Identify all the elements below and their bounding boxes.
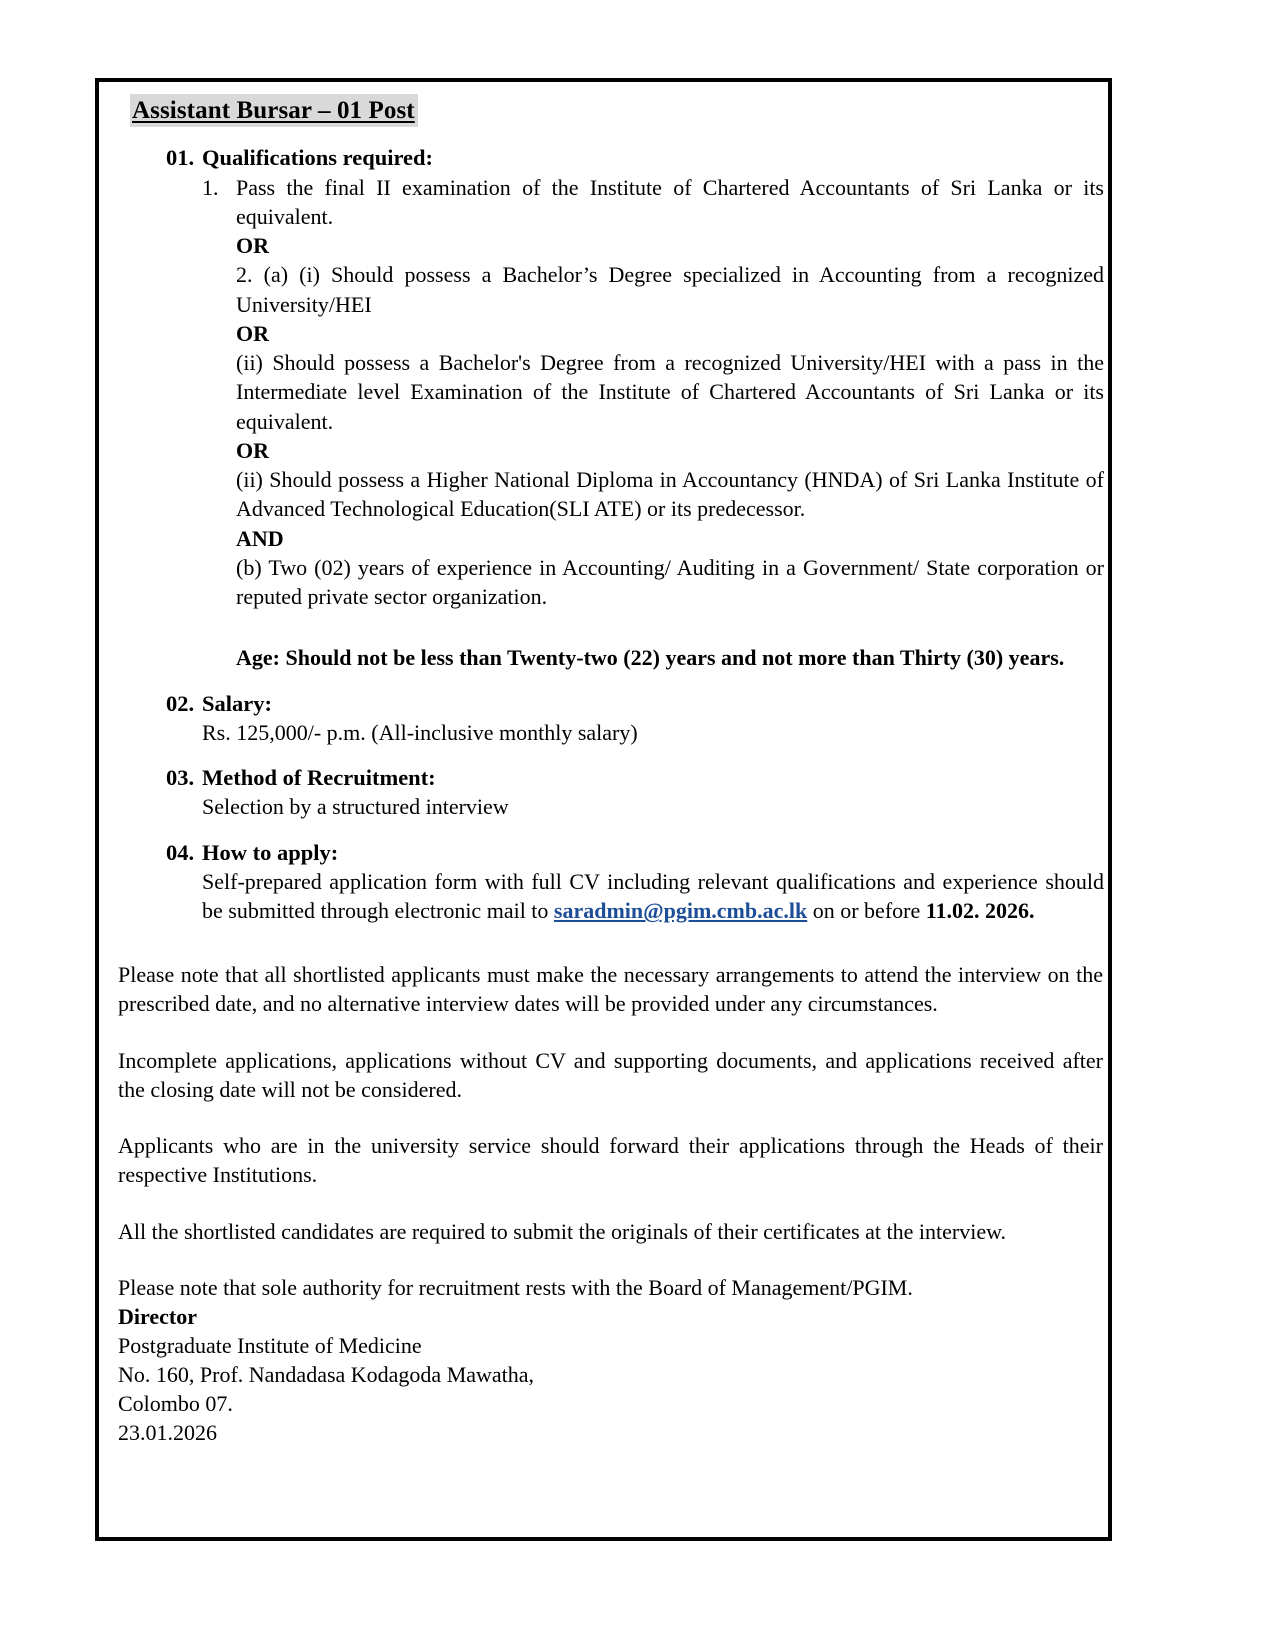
list-marker: 1. [202, 174, 219, 200]
qualification-item-2a-i: 2. (a) (i) Should possess a Bachelor’s Degree specialized in Accounting from a recognized University/HEI [236, 262, 1104, 317]
section-number: 01. [166, 145, 195, 171]
note-paragraph-3: Applicants who are in the university service should forward their applications through the Heads of their respective Institutions. [118, 1133, 1103, 1188]
section-how-to-apply [114, 838, 1104, 927]
section-method-of-recruitment [114, 763, 1104, 822]
section-title: Method of Recruitment: [202, 765, 436, 790]
how-to-apply-body [166, 867, 1104, 926]
signature-address-line-2: Colombo 07. [118, 1391, 233, 1417]
conjunction-and-1: AND [236, 525, 284, 551]
conjunction-or-2: OR [236, 320, 269, 346]
application-deadline: 11.02. 2026. [925, 898, 1035, 924]
conjunction-or-1: OR [236, 233, 269, 258]
section-heading-salary [166, 689, 1104, 718]
qualification-item-1-text: Pass the final II examination of the Institute of Chartered Accountants of Sri Lanka or its equivalent. [236, 174, 1104, 229]
section-title: How to apply: [202, 839, 339, 865]
signature-block [114, 1302, 1104, 1447]
section-heading-qualifications [166, 143, 1104, 172]
age-requirement: Age: Should not be less than Twenty-two (22) years and not more than Thirty (30) years. [236, 645, 1065, 671]
section-number: 04. [166, 839, 195, 865]
section-qualifications [114, 143, 1104, 672]
note-paragraph-4: All the shortlisted candidates are required to submit the originals of their certificates at the interview. [118, 1218, 1007, 1244]
qualification-item-2a-ii: (ii) Should possess a Bachelor's Degree from a recognized University/HEI with a pass in the Intermediate level Examination of the Institute of Chartered Accountants of Sri Lanka or its equivalent. [236, 350, 1104, 434]
note-paragraph-5: Please note that sole authority for recruitment rests with the Board of Management/PGIM. [118, 1274, 913, 1300]
signature-role: Director [118, 1304, 197, 1330]
application-email-link[interactable]: saradmin@pgim.cmb.ac.lk [553, 898, 808, 924]
section-salary [114, 689, 1104, 748]
qualification-item-2a-iii: (ii) Should possess a Higher National Diploma in Accountancy (HNDA) of Sri Lanka Institute of Advanced Technological Education(SLI ATE) or its predecessor. [236, 467, 1104, 522]
signature-address-line-1: No. 160, Prof. Nandadasa Kodagoda Mawatha, [118, 1362, 535, 1388]
salary-value: Rs. 125,000/- p.m. (All-inclusive monthly salary) [202, 719, 638, 745]
signature-institute: Postgraduate Institute of Medicine [118, 1333, 422, 1359]
qualification-item-1 [166, 173, 1104, 232]
apply-text-after-email: on or before [807, 898, 926, 924]
section-heading-method [166, 763, 1104, 792]
qualification-item-2b: (b) Two (02) years of experience in Accounting/ Auditing in a Government/ State corporation or reputed private sector organization. [236, 554, 1104, 609]
note-paragraph-2: Incomplete applications, applications without CV and supporting documents, and applications received after the closing date will not be considered. [118, 1047, 1103, 1102]
method-value: Selection by a structured interview [202, 794, 509, 820]
document-content [114, 82, 1104, 1447]
section-heading-how-to-apply [166, 838, 1104, 867]
section-number: 02. [166, 690, 195, 716]
note-paragraph-1: Please note that all shortlisted applicants must make the necessary arrangements to attend the interview on the prescribed date, and no alternative interview dates will be provided under any circumstances. [118, 962, 1103, 1017]
section-title: Salary: [202, 690, 272, 716]
section-title: Qualifications required: [202, 145, 434, 171]
page-title: Assistant Bursar – 01 Post [130, 94, 418, 127]
apply-text-before-email: Self-prepared application form with full CV including relevant qualifications and experience should be submitted through electronic mail to [202, 868, 1104, 924]
signature-date: 23.01.2026 [118, 1420, 217, 1446]
conjunction-or-3: OR [236, 437, 269, 463]
closing-notes [114, 960, 1103, 1302]
section-number: 03. [166, 765, 195, 790]
